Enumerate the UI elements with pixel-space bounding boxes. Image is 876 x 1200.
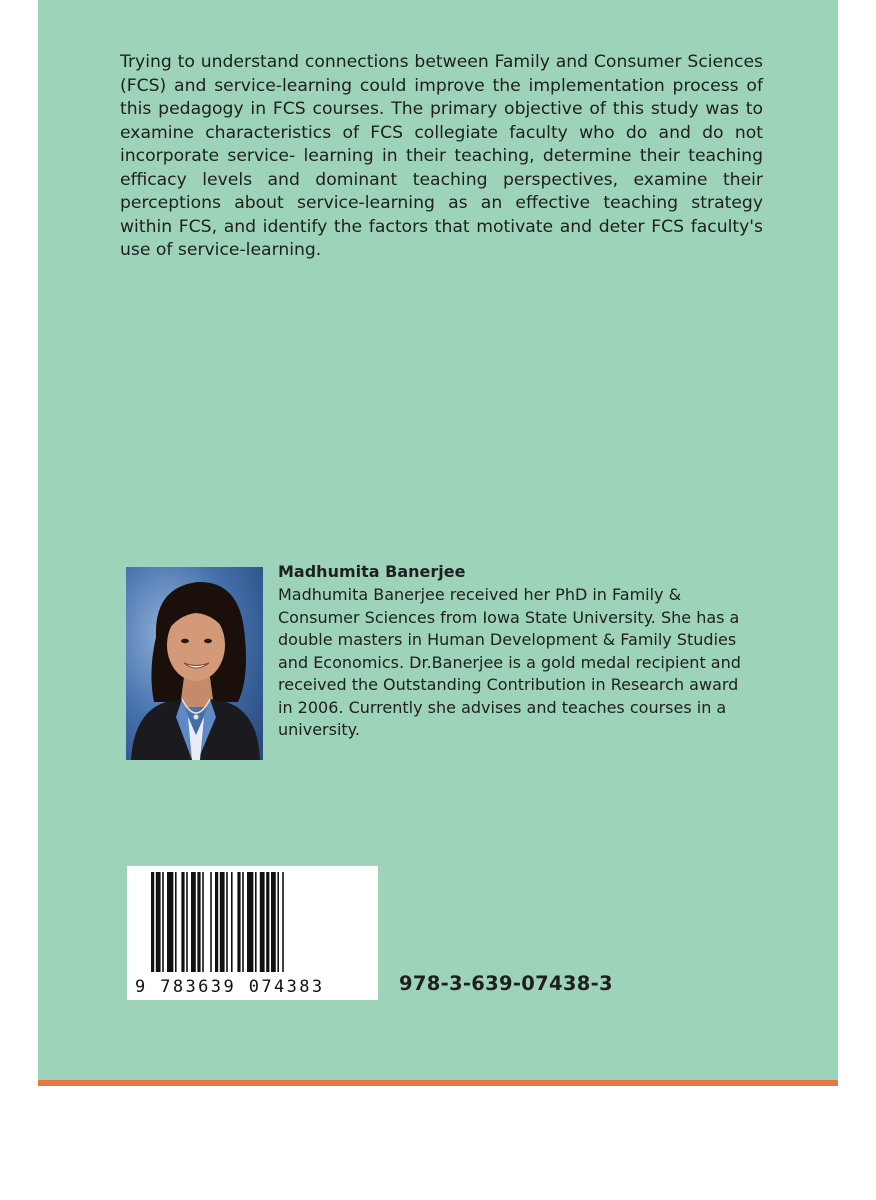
author-bio: Madhumita Banerjee received her PhD in Family & Consumer Sciences from Iowa State University. She has a double masters in Human Development & Family Studies and Economics. Dr.Banerjee is a gold medal recipient and received the Outstanding Contribution in Research award in 2006. Currently she advises and teaches courses in a university.: [278, 585, 741, 739]
barcode-bar: [181, 872, 184, 972]
barcode-bar: [231, 872, 233, 972]
author-name: Madhumita Banerjee: [278, 562, 466, 581]
barcode-bar: [237, 872, 240, 972]
bottom-accent-line: [38, 1080, 838, 1086]
barcode-bar: [260, 872, 265, 972]
barcode-bar: [277, 872, 279, 972]
isbn-barcode: [127, 866, 378, 1000]
author-photo: [126, 567, 263, 760]
barcode-bar: [167, 872, 173, 972]
isbn-number: 978-3-639-07438-3: [399, 972, 613, 995]
barcode-bar: [162, 872, 164, 972]
barcode-bar: [175, 872, 177, 972]
barcode-bar: [202, 872, 204, 972]
barcode-image: [127, 866, 378, 1000]
barcode-bar: [220, 872, 225, 972]
author-portrait-image: [126, 567, 263, 760]
barcode-bar: [282, 872, 284, 972]
barcode-bar: [151, 872, 154, 972]
barcode-bar: [266, 872, 269, 972]
book-description: Trying to understand connections between Family and Consumer Sciences (FCS) and service-learning could improve the implementation process of this pedagogy in FCS courses. The primary objective of this study was to examine characteristics of FCS collegiate faculty who do and do not incorporate service- learning in their teaching, determine their teaching efficacy levels and dominant teaching perspectives, examine their perceptions about service-learning as an effective teaching strategy within FCS, and identify the factors that motivate and deter FCS faculty's use of service-learning.: [120, 52, 763, 260]
barcode-bar: [186, 872, 188, 972]
barcode-bar: [247, 872, 253, 972]
barcode-bar: [210, 872, 212, 972]
barcode-bar: [215, 872, 218, 972]
barcode-bar: [271, 872, 276, 972]
barcode-bar: [197, 872, 200, 972]
barcode-bar: [156, 872, 161, 972]
barcode-digits: 9 783639 074383: [135, 977, 325, 997]
barcode-bars: [151, 872, 284, 972]
barcode-bar: [242, 872, 244, 972]
barcode-bar: [255, 872, 257, 972]
back-cover: [38, 0, 838, 1080]
barcode-bar: [226, 872, 228, 972]
barcode-bar: [191, 872, 196, 972]
